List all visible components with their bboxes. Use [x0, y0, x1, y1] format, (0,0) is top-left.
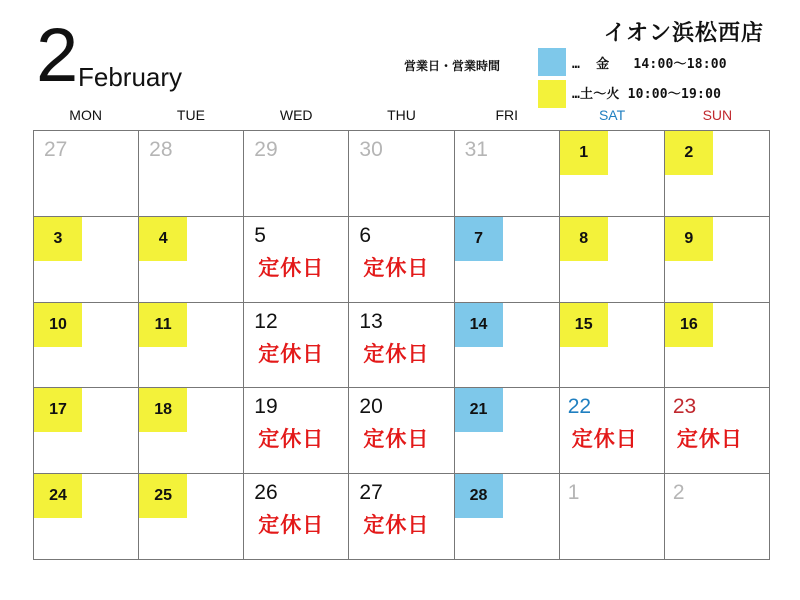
- day-number: 26: [254, 481, 278, 505]
- closed-day-label: 定休日: [258, 255, 325, 280]
- open-day: 18: [139, 388, 187, 432]
- open-day: 4: [139, 217, 187, 261]
- friday-open-day: 7: [455, 217, 503, 261]
- calendar-day-cell: [34, 217, 139, 303]
- calendar-day-cell: [34, 388, 139, 474]
- month-number: 2: [36, 13, 79, 98]
- weekday-tue: TUE: [176, 107, 205, 123]
- calendar-day-cell: [560, 474, 665, 560]
- legend-hours-friday: … 金 14:00～18:00: [572, 57, 727, 72]
- weekday-wed: WED: [279, 107, 313, 123]
- calendar-day-cell: [349, 217, 454, 303]
- closed-day-label: 定休日: [363, 255, 430, 280]
- legend-hours-sat-tue: …土～火 10:00～19:00: [572, 87, 722, 102]
- closed-day-label: 定休日: [258, 513, 325, 538]
- outside-month-day: 1: [567, 481, 580, 505]
- calendar-day-cell: [665, 217, 770, 303]
- month-name: February: [78, 62, 183, 92]
- closed-day-label: 定休日: [258, 341, 325, 366]
- open-day: 17: [34, 388, 82, 432]
- legend-swatch-blue: [538, 48, 566, 76]
- outside-month-day: 27: [44, 138, 68, 161]
- calendar-day-cell: [244, 131, 349, 217]
- day-number: 23: [672, 395, 697, 419]
- closed-day-label: 定休日: [676, 427, 743, 452]
- calendar-day-cell: [139, 388, 244, 474]
- closed-day-label: 定休日: [571, 427, 638, 452]
- weekday-fri: FRI: [495, 107, 519, 123]
- day-number: 5: [254, 223, 266, 247]
- day-number: 22: [567, 395, 592, 419]
- weekday-thu: THU: [387, 107, 416, 123]
- outside-month-day: 31: [464, 138, 488, 161]
- calendar-day-cell: [349, 388, 454, 474]
- weekday-sun: SUN: [702, 107, 733, 123]
- friday-open-day: 21: [455, 388, 503, 432]
- open-day: 1: [560, 131, 608, 175]
- legend-swatch-yellow: [538, 80, 566, 108]
- calendar-day-cell: [349, 474, 454, 560]
- day-number: 13: [359, 309, 383, 333]
- calendar-day-cell: [560, 217, 665, 303]
- open-day: 3: [34, 217, 82, 261]
- open-day: 15: [560, 303, 608, 347]
- day-number: 19: [254, 395, 278, 419]
- weekday-sat: SAT: [598, 107, 626, 123]
- calendar-day-cell: [455, 474, 560, 560]
- weekday-mon: MON: [69, 107, 102, 123]
- calendar-day-cell: [34, 474, 139, 560]
- calendar-day-cell: [139, 131, 244, 217]
- calendar-day-cell: [665, 474, 770, 560]
- calendar-day-cell: [244, 388, 349, 474]
- calendar-day-cell: [349, 131, 454, 217]
- calendar-day-cell: [560, 303, 665, 389]
- closed-day-label: 定休日: [363, 341, 430, 366]
- calendar-day-cell: [560, 388, 665, 474]
- calendar-day-cell: [560, 131, 665, 217]
- calendar-day-cell: [665, 131, 770, 217]
- open-day: 16: [665, 303, 713, 347]
- calendar-day-cell: [244, 474, 349, 560]
- calendar-day-cell: [665, 303, 770, 389]
- calendar-day-cell: [139, 474, 244, 560]
- outside-month-day: 30: [359, 138, 383, 161]
- calendar-day-cell: [139, 303, 244, 389]
- day-number: 27: [359, 481, 383, 505]
- outside-month-day: 2: [672, 481, 685, 505]
- calendar-day-cell: [34, 131, 139, 217]
- calendar-day-cell: [455, 131, 560, 217]
- open-day: 2: [665, 131, 713, 175]
- calendar-day-cell: [455, 388, 560, 474]
- calendar-day-cell: [455, 303, 560, 389]
- calendar-day-cell: [665, 388, 770, 474]
- closed-day-label: 定休日: [363, 427, 430, 452]
- day-number: 6: [359, 223, 372, 247]
- calendar-day-cell: [349, 303, 454, 389]
- calendar-day-cell: [34, 303, 139, 389]
- day-number: 12: [254, 309, 278, 333]
- open-day: 11: [139, 303, 187, 347]
- closed-day-label: 定休日: [363, 513, 430, 538]
- closed-day-label: 定休日: [258, 427, 325, 452]
- open-day: 9: [665, 217, 713, 261]
- open-day: 24: [34, 474, 82, 518]
- calendar-day-cell: [244, 303, 349, 389]
- friday-open-day: 14: [455, 303, 503, 347]
- outside-month-day: 29: [254, 138, 278, 161]
- friday-open-day: 28: [455, 474, 503, 518]
- open-day: 25: [139, 474, 187, 518]
- calendar-day-cell: [455, 217, 560, 303]
- calendar-day-cell: [139, 217, 244, 303]
- day-number: 20: [359, 395, 383, 419]
- calendar-day-cell: [244, 217, 349, 303]
- calendar-grid: [33, 130, 770, 560]
- outside-month-day: 28: [149, 138, 173, 161]
- legend-title: 営業日・営業時間: [404, 59, 501, 73]
- store-name: イオン浜松西店: [603, 21, 764, 46]
- open-day: 8: [560, 217, 608, 261]
- open-day: 10: [34, 303, 82, 347]
